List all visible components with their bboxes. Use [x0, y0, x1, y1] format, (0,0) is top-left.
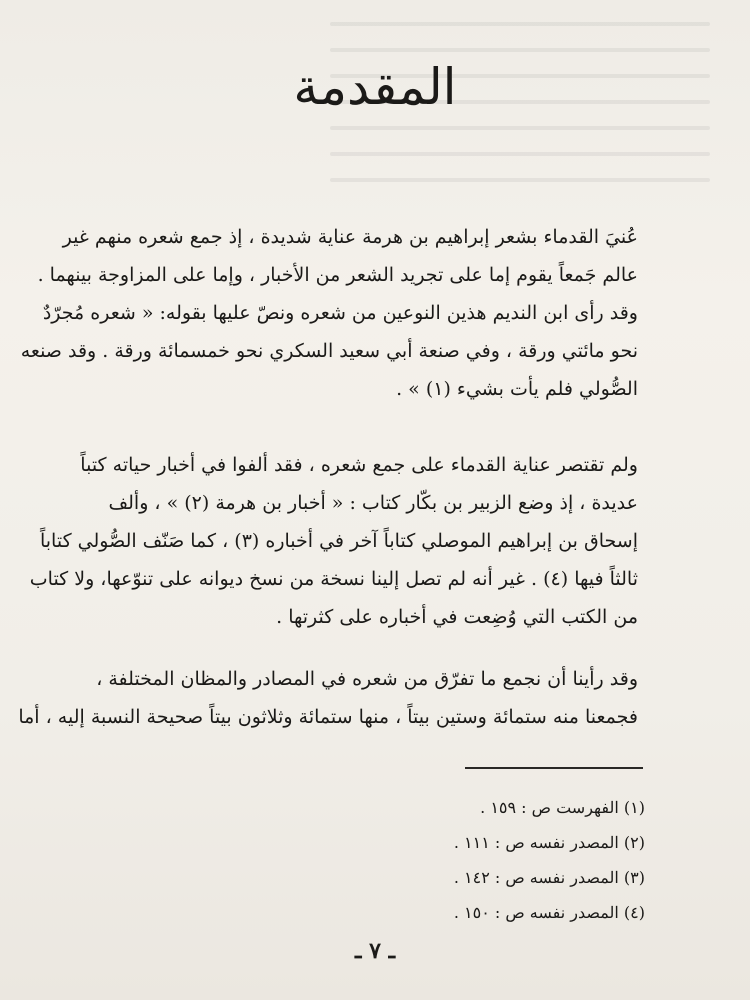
footnote-divider: [465, 767, 643, 769]
footnotes: [345, 790, 645, 930]
paragraph-1: [20, 218, 638, 408]
text-line: وقد رأينا أن نجمع ما تفرّق من شعره في المصادر والمظان المختلفة ،: [96, 668, 638, 690]
text-line: وقد رأى ابن النديم هذين النوعين من شعره ونصّ عليها بقوله: « شعره مُجرّدٌ: [42, 302, 638, 324]
text-line: عُنيَ القدماء بشعر إبراهيم بن هرمة عناية شديدة ، إذ جمع شعره منهم غير: [62, 226, 638, 248]
footnote-3: (٣) المصدر نفسه ص : ١٤٢ .: [453, 868, 645, 887]
text-line: من الكتب التي وُضِعت في أخباره على كثرتها .: [276, 606, 638, 628]
text-line: إسحاق بن إبراهيم الموصلي كتاباً آخر في أخباره (٣) ، كما صَنّف الصُّولي كتاباً: [39, 530, 638, 552]
footnote-4: (٤) المصدر نفسه ص : ١٥٠ .: [453, 903, 645, 922]
text-line: ثالثاً فيها (٤) . غير أنه لم تصل إلينا نسخة من نسخ ديوانه على تنوّعها، ولا كتاب: [29, 568, 638, 590]
footnote-1: (١) الفهرست ص : ١٥٩ .: [480, 798, 645, 817]
text-line: عالم جَمعاً يقوم إما على تجريد الشعر من الأخبار ، وإما على المزاوجة بينهما .: [37, 264, 638, 286]
page-title: المقدمة: [293, 58, 457, 116]
page-number: ـ ٧ ـ: [354, 938, 396, 964]
paragraph-2: [29, 446, 638, 636]
text-line: عديدة ، إذ وضع الزبير بن بكّار كتاب : « أخبار بن هرمة (٢) » ، وألف: [108, 492, 638, 514]
paragraph-3: [18, 660, 638, 736]
text-line: فجمعنا منه ستمائة وستين بيتاً ، منها ستمائة وثلاثون بيتاً صحيحة النسبة إليه ، أما: [18, 706, 638, 728]
text-line: نحو مائتي ورقة ، وفي صنعة أبي سعيد السكري نحو خمسمائة ورقة . وقد صنعه: [20, 340, 638, 362]
text-line: الصُّولي فلم يأت بشيء (١) » .: [396, 378, 638, 400]
text-line: ولم تقتصر عناية القدماء على جمع شعره ، فقد ألفوا في أخبار حياته كتباً: [80, 454, 638, 476]
footnote-2: (٢) المصدر نفسه ص : ١١١ .: [453, 833, 645, 852]
